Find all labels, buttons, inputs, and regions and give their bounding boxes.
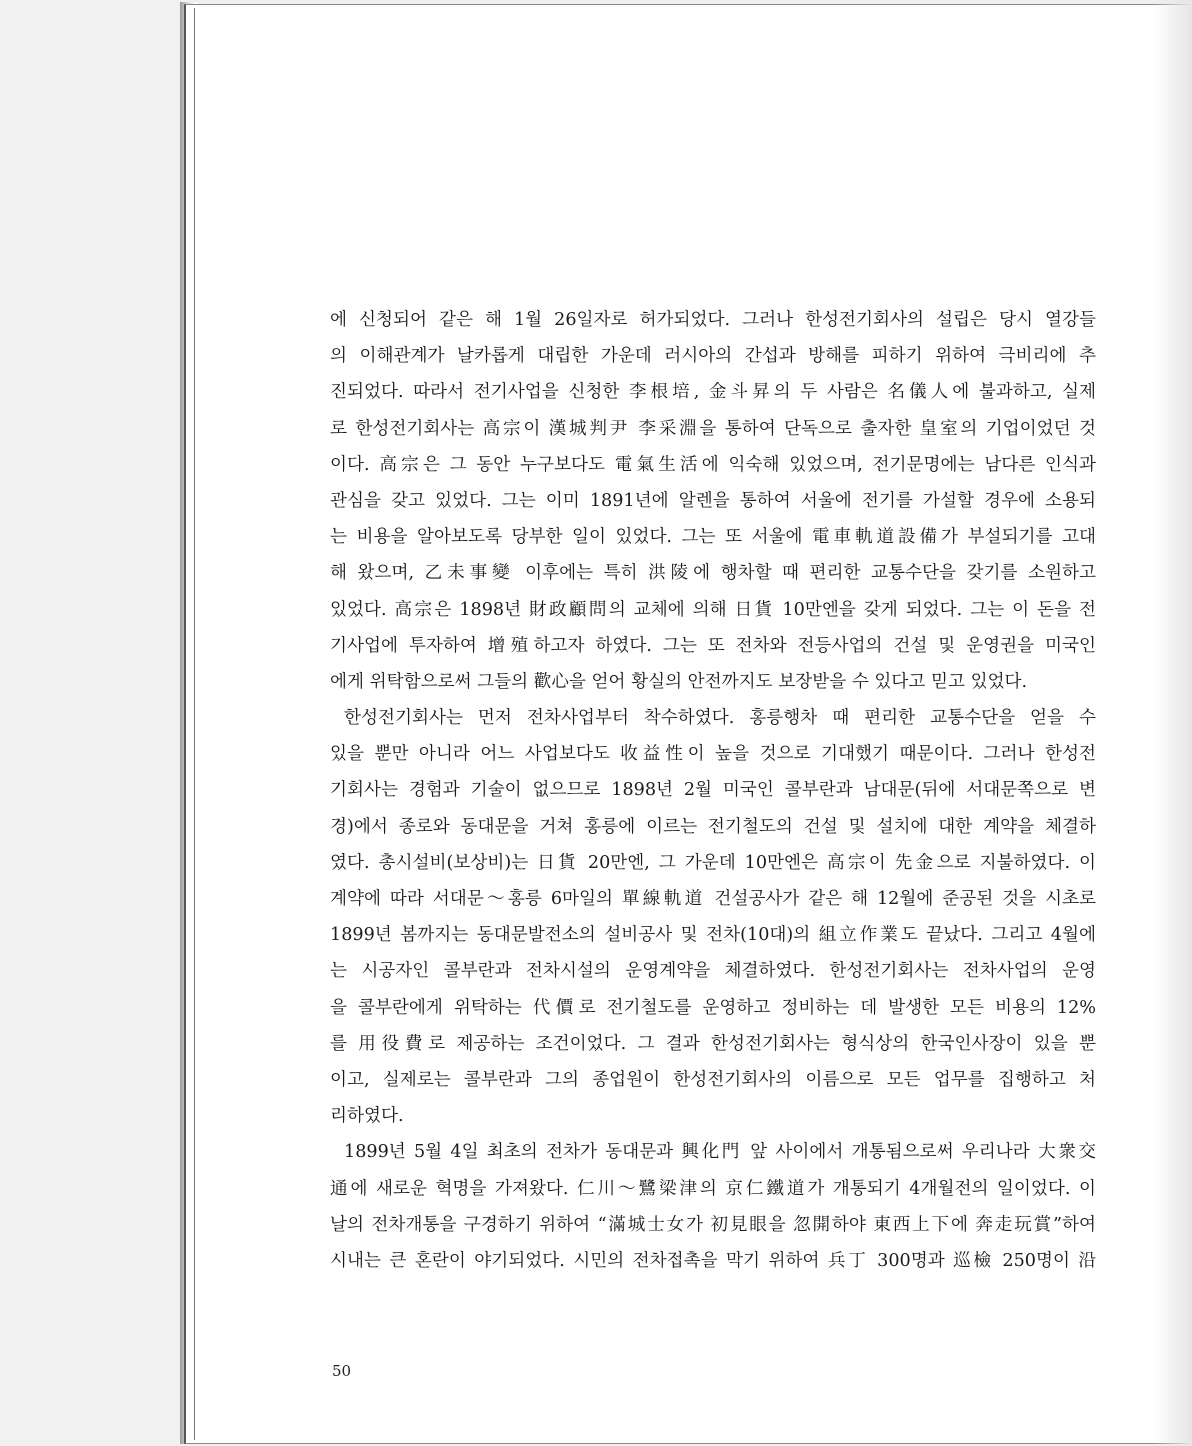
text-line: 시내는 큰 혼란이 야기되었다. 시민의 전차접촉을 막기 위하여 兵丁 300명과 巡檢 250명이 沿: [330, 1250, 1096, 1271]
text-line: 의 이해관계가 날카롭게 대립한 가운데 러시아의 간섭과 방해를 피하기 위하여 극비리에 추: [330, 346, 1096, 367]
text-line: 로 한성전기회사는 高宗이 漢城判尹 李采淵을 통하여 단독으로 출자한 皇室의 기업이었던 것: [330, 418, 1096, 439]
text-line: 에 신청되어 같은 해 1월 26일자로 허가되었다. 그러나 한성전기회사의 설립은 당시 열강들: [330, 310, 1096, 330]
outer-margin: [0, 0, 184, 1446]
text-line: 에게 위탁함으로써 그들의 歡心을 얻어 황실의 안전까지도 보장받을 수 있다고 믿고 있었다.: [330, 671, 1028, 692]
text-line: 는 비용을 알아보도록 당부한 일이 있었다. 그는 또 서울에 電車軌道設備가 부설되기를 고대: [330, 527, 1096, 548]
page-right-fade: [1152, 0, 1192, 1446]
text-line: 通에 새로운 혁명을 가져왔다. 仁川～鷺梁津의 京仁鐵道가 개통되기 4개월전의 일이었다. 이: [330, 1178, 1096, 1199]
text-line: 한성전기회사는 먼저 전차사업부터 착수하였다. 홍릉행차 때 편리한 교통수단을 얻을 수: [344, 708, 1096, 729]
text-line: 기회사는 경험과 기술이 없으므로 1898년 2월 미국인 콜부란과 남대문(뒤에 서대문쪽으로 변: [330, 780, 1096, 801]
text-line: 날의 전차개통을 구경하기 위하여 “滿城士女가 初見眼을 忽開하야 東西上下에 奔走玩賞”하여: [330, 1214, 1096, 1235]
page-number: 50: [332, 1362, 352, 1380]
page-spine-rule: [194, 8, 195, 1440]
text-line: 경)에서 종로와 동대문을 거쳐 홍릉에 이르는 전기철도의 건설 및 설치에 대한 계약을 체결하: [330, 816, 1096, 837]
text-line: 는 시공자인 콜부란과 전차시설의 운영계약을 체결하였다. 한성전기회사는 전차사업의 운영: [330, 961, 1096, 982]
text-line: 였다. 총시설비(보상비)는 日貨 20만엔, 그 가운데 10만엔은 高宗이 先金으로 지불하였다. 이: [330, 852, 1096, 873]
text-line: 관심을 갖고 있었다. 그는 이미 1891년에 알렌을 통하여 서울에 전기를 가설할 경우에 소용되: [330, 490, 1096, 511]
text-line: 이고, 실제로는 콜부란과 그의 종업원이 한성전기회사의 이름으로 모든 업무를 집행하고 처: [330, 1069, 1096, 1090]
text-line: 1899년 봄까지는 동대문발전소의 설비공사 및 전차(10대)의 組立作業도 끝났다. 그리고 4월에: [330, 925, 1096, 946]
text-line: 해 왔으며, 乙未事變 이후에는 특히 洪陵에 행차할 때 편리한 교통수단을 갖기를 소원하고: [330, 563, 1096, 584]
body-text: [330, 302, 1096, 1279]
text-line: 있었다. 高宗은 1898년 財政顧問의 교체에 의해 日貨 10만엔을 갖게 되었다. 그는 이 돈을 전: [330, 599, 1096, 620]
text-line: 진되었다. 따라서 전기사업을 신청한 李根培, 金斗昇의 두 사람은 名儀人에 불과하고, 실제: [330, 382, 1096, 403]
text-line: 기사업에 투자하여 增殖하고자 하였다. 그는 또 전차와 전등사업의 건설 및 운영권을 미국인: [330, 635, 1096, 656]
text-line: 를 用役費로 제공하는 조건이었다. 그 결과 한성전기회사는 형식상의 한국인사장이 있을 뿐: [330, 1033, 1096, 1054]
text-line: 1899년 5월 4일 최초의 전차가 동대문과 興化門 앞 사이에서 개통됨으로써 우리나라 大衆交: [344, 1142, 1096, 1163]
text-line: 이다. 高宗은 그 동안 누구보다도 電氣生活에 익숙해 있었으며, 전기문명에는 남다른 인식과: [330, 454, 1096, 475]
text-line: 있을 뿐만 아니라 어느 사업보다도 收益性이 높을 것으로 기대했기 때문이다. 그러나 한성전: [330, 744, 1096, 765]
text-line: 리하였다.: [330, 1106, 404, 1127]
text-line: 을 콜부란에게 위탁하는 代價로 전기철도를 운영하고 정비하는 데 발생한 모든 비용의 12%: [330, 997, 1096, 1018]
text-line: 계약에 따라 서대문～홍릉 6마일의 單線軌道 건설공사가 같은 해 12월에 준공된 것을 시초로: [330, 889, 1096, 909]
